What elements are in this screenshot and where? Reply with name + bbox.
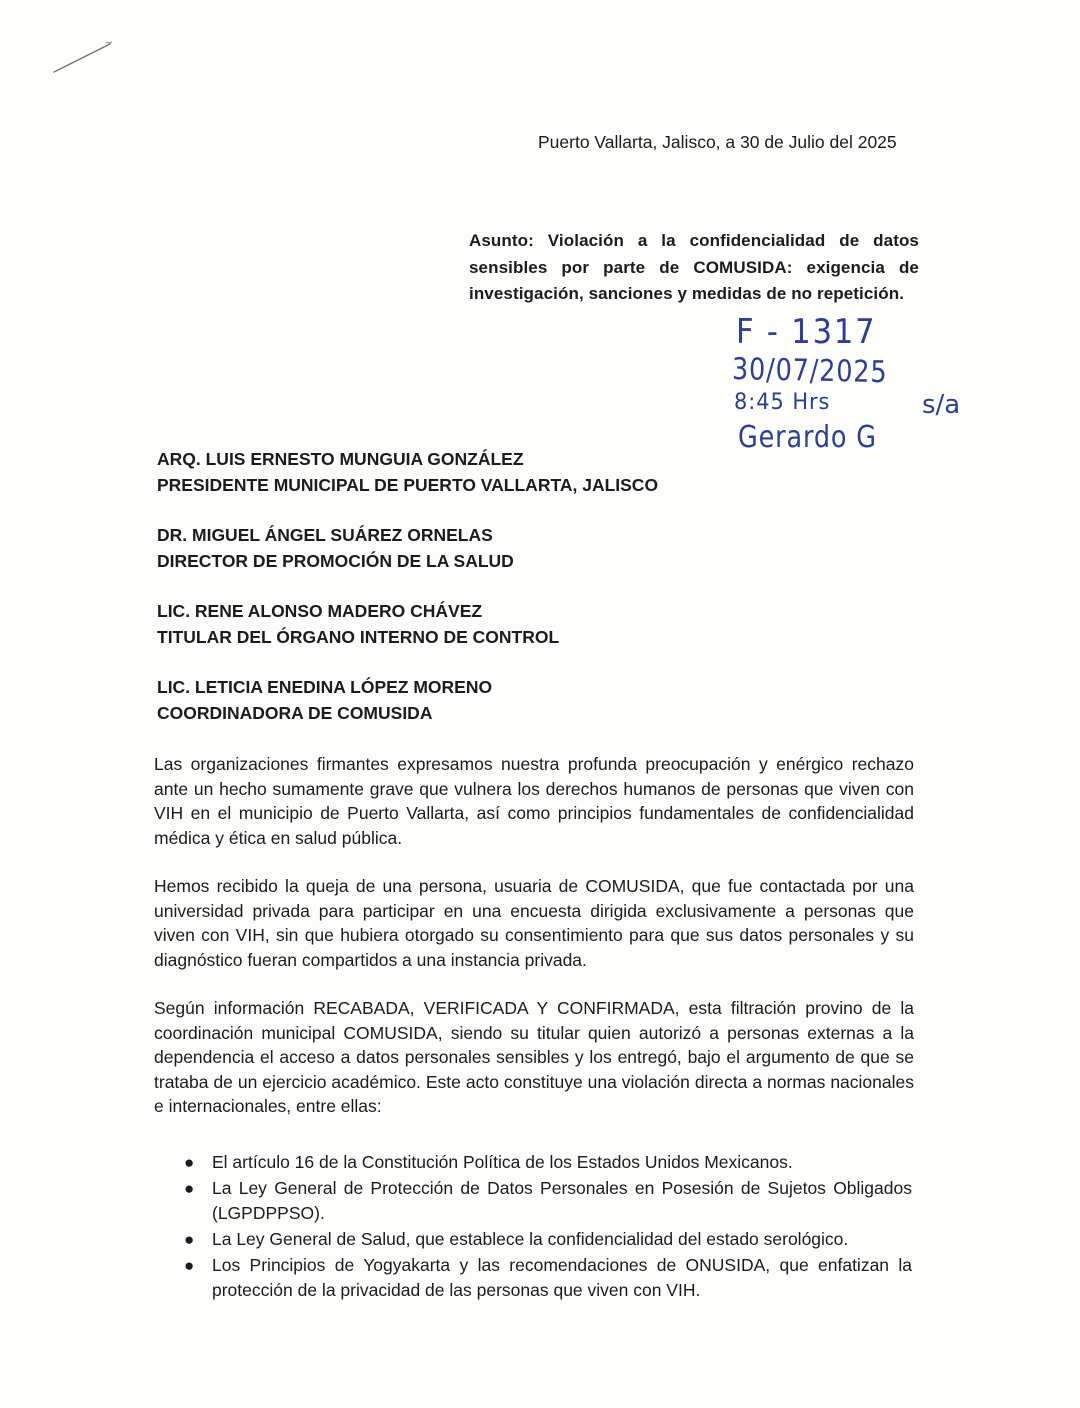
stamp-folio: F - 1317 [736, 312, 877, 352]
list-item [184, 1253, 912, 1303]
recipient-name: ARQ. LUIS ERNESTO MUNGUIA GONZÁLEZ [157, 449, 524, 469]
recipient-name: LIC. RENE ALONSO MADERO CHÁVEZ [157, 601, 483, 621]
bullet-icon: ● [184, 1230, 195, 1249]
bullet-icon: ● [184, 1179, 195, 1198]
recipient [157, 675, 757, 726]
list-item-text: La Ley General de Protección de Datos Personales en Posesión de Sujetos Obligados (LGPDPPSO). [212, 1178, 912, 1223]
letter-body [154, 752, 914, 1143]
recipients-block [157, 447, 757, 751]
recipient-title: DIRECTOR DE PROMOCIÓN DE LA SALUD [157, 550, 514, 571]
body-paragraph: Hemos recibido la queja de una persona, usuaria de COMUSIDA, que fue contactada por una universidad privada para participar en una encuesta dirigida exclusivamente a personas que viven con VIH, sin que hubiera otorgado su consentimiento para que sus datos personales y su diagnóstico fueran compartidos a una instancia privada. [154, 876, 914, 970]
bullet-icon: ● [184, 1153, 195, 1172]
stamp-receiver: Gerardo G [738, 420, 877, 455]
recipient [157, 523, 757, 574]
list-item [184, 1150, 912, 1175]
list-item-text: Los Principios de Yogyakarta y las recomendaciones de ONUSIDA, que enfatizan la protección de la privacidad de las personas que viven con VIH. [212, 1255, 912, 1300]
stamp-time: 8:45 Hrs [734, 390, 831, 415]
place-date-line: Puerto Vallarta, Jalisco, a 30 de Julio del 2025 [538, 132, 897, 152]
bullet-icon: ● [184, 1256, 195, 1275]
laws-bullet-list [184, 1150, 912, 1304]
pencil-stroke-mark [50, 38, 120, 78]
recipient-title: PRESIDENTE MUNICIPAL DE PUERTO VALLARTA, JALISCO [157, 474, 659, 495]
recipient-name: DR. MIGUEL ÁNGEL SUÁREZ ORNELAS [157, 525, 493, 545]
recipient-title: COORDINADORA DE COMUSIDA [157, 702, 433, 723]
recipient-title: TITULAR DEL ÓRGANO INTERNO DE CONTROL [157, 626, 560, 647]
body-paragraph: Según información RECABADA, VERIFICADA Y CONFIRMADA, esta filtración provino de la coordinación municipal COMUSIDA, siendo su titular quien autorizó a personas externas a la dependencia el acceso a datos personales sensibles y los entregó, bajo el argumento de que se trataba de un ejercicio académico. Este acto constituye una violación directa a normas nacionales e internacionales, entre ellas: [154, 998, 914, 1116]
subject-line: Asunto: Violación a la confidencialidad de datos sensibles por parte de COMUSIDA: exigencia de investigación, sanciones y medidas de no repetición. [469, 231, 919, 303]
stamp-annotation: s/a [922, 390, 961, 420]
list-item-text: La Ley General de Salud, que establece la confidencialidad del estado serológico. [212, 1229, 849, 1249]
recipient [157, 599, 757, 650]
body-paragraph: Las organizaciones firmantes expresamos nuestra profunda preocupación y enérgico rechazo ante un hecho sumamente grave que vulnera los derechos humanos de personas que viven con VIH en el municipio de Puerto Vallarta, así como principios fundamentales de confidencialidad médica y ética en salud pública. [154, 754, 914, 848]
recipient [157, 447, 757, 498]
recipient-name: LIC. LETICIA ENEDINA LÓPEZ MORENO [157, 677, 493, 697]
list-item-text: El artículo 16 de la Constitución Política de los Estados Unidos Mexicanos. [212, 1152, 793, 1172]
list-item [184, 1176, 912, 1226]
stamp-date: 30/07/2025 [731, 352, 888, 391]
list-item [184, 1227, 912, 1252]
